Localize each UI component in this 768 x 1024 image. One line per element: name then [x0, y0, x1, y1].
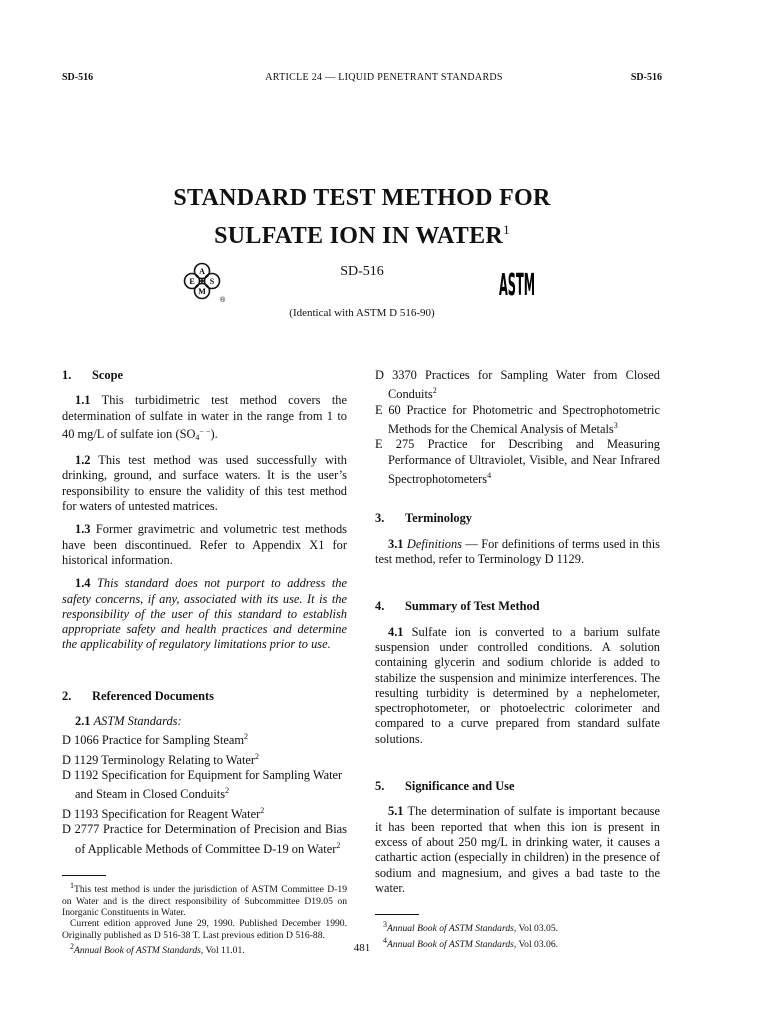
paragraph-5-1: 5.1 The determination of sulfate is important because it has been reported that when this ion is present in excess of about 250 mg/L in drinking water, it causes a cathartic action (especially in children) in the presence of sodium and magnesium, and gives a bad taste to the water. [375, 804, 660, 895]
footnote-1: $^1$This test method is under the jurisdiction of ASTM Committee D-19 on Water and is the direct responsibility of Subcommittee D19.05 on Inorganic Constituents in Water. [62, 881, 347, 919]
page-number: 481 [353, 942, 371, 954]
paragraph-1-2: 1.2 This test method was used successfully with drinking, ground, and surface waters. It is the user’s responsibility to ensure the validity of this test method for waters of untested matrices. [62, 453, 348, 514]
registered-mark: ® [220, 297, 226, 304]
section-heading-terminology: 3. Terminology [375, 511, 473, 526]
title-line-2: SULFATE ION IN WATER [214, 223, 504, 249]
right-column [375, 368, 660, 950]
footnote-4: $^4$Annual Book of ASTM Standards, Vol 03.06. [383, 935, 559, 950]
designation-number: SD-516 [340, 264, 384, 279]
footnote-divider [375, 914, 419, 915]
running-header-left: SD-516 [62, 72, 94, 83]
section-heading-referenced-documents: 2. Referenced Documents [62, 688, 214, 703]
reference-item: D 3370 Practices for Sampling Water from Closed Conduits$^2$ [375, 368, 660, 402]
reference-item: D 1129 Terminology Relating to Water$^2$ [62, 751, 260, 767]
reference-item: D 1192 Specification for Equipment for Sampling Water and Steam in Closed Conduits$^2$ [62, 768, 343, 802]
document-title [0, 183, 724, 252]
asme-letter-a: A [199, 267, 205, 276]
asme-letter-e: E [189, 277, 195, 286]
astm-logo-text: ASTM [499, 267, 535, 303]
paragraph-2-1: 2.1 ASTM Standards: [75, 714, 182, 729]
astm-logo [497, 264, 537, 302]
footnote-divider [62, 875, 106, 876]
paragraph-3-1: 3.1 Definitions — For definitions of terms used in this test method, refer to Terminology D 1129. [375, 536, 660, 567]
reference-item: D 1066 Practice for Sampling Steam$^2$ [62, 732, 249, 748]
footnote-2: $^2$Annual Book of ASTM Standards, Vol 11.01. [70, 942, 245, 957]
reference-item: D 2777 Practice for Determination of Precision and Bias of Applicable Methods of Committee D-19 on Water$^2$ [62, 822, 347, 856]
title-line-1: STANDARD TEST METHOD FOR [173, 185, 551, 211]
paragraph-1-4: 1.4 This standard does not purport to address the safety concerns, if any, associated with its use. It is the responsibility of the user of this standard to establish appropriate safety and health practices and determine the applicability of regulatory limitations prior to use. [62, 576, 347, 652]
section-heading-significance: 5. Significance and Use [375, 779, 515, 794]
running-header-right: SD-516 [630, 72, 662, 83]
reference-item: E 60 Practice for Photometric and Spectrophotometric Methods for the Chemical Analysis of Metals$^3$ [375, 402, 660, 437]
title-footnote-mark: 1 [503, 222, 510, 237]
running-header-title: ARTICLE 24 — LIQUID PENETRANT STANDARDS [265, 72, 503, 83]
identical-note: (Identical with ASTM D 516-90) [289, 307, 435, 319]
paragraph-4-1: 4.1 Sulfate ion is converted to a barium sulfate suspension under controlled conditions. A solution containing glycerin and sodium chloride is added to stabilize the suspension and minimize interferences. The resulting turbidity is determined by a nephelometer, spectrophotometer, or photoelectric colorimeter and compared to a curve prepared from standard sulfate solutions. [375, 624, 660, 746]
reference-item: E 275 Practice for Describing and Measuring Performance of Ultraviolet, Visible, and Near Infrared Spectrophotometers$^4$ [375, 437, 660, 487]
reference-item: D 1193 Specification for Reagent Water$^2$ [62, 805, 265, 822]
asme-letter-m: M [198, 287, 206, 296]
paragraph-1-3: 1.3 Former gravimetric and volumetric test methods have been discontinued. Refer to Appendix X1 for historical information. [62, 522, 347, 567]
section-heading-summary: 4. Summary of Test Method [375, 599, 540, 614]
footnote-3: $^3$Annual Book of ASTM Standards, Vol 03.05. [383, 920, 559, 935]
left-column [62, 368, 347, 957]
asme-letter-s: S [209, 277, 215, 286]
section-heading-scope: 1. Scope [62, 368, 123, 382]
paragraph-1-1: 1.1 This turbidimetric test method covers the determination of sulfate in water in the range from 1 to 40 mg/L of sulfate ion $(SO_4^{- -})$. [62, 393, 347, 442]
footnote-1-continued: Current edition approved June 29, 1990. Published December 1990. Originally published as D 516-38 T. Last previous edition D 516-88. [62, 918, 347, 941]
